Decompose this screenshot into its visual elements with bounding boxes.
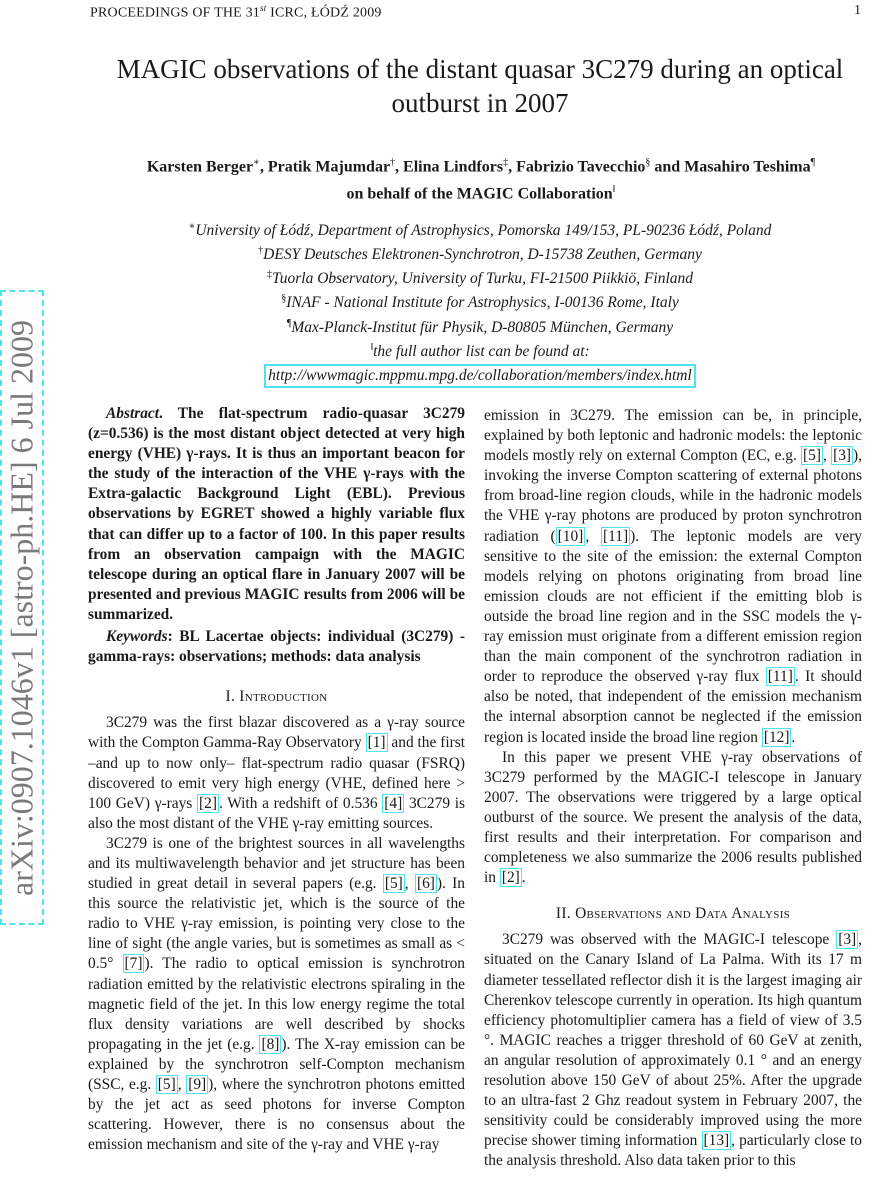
affiliation-item [100,217,860,241]
running-header-venue: ICRC, ŁÓDŹ 2009 [266,5,382,21]
running-header [90,3,382,22]
paragraph-text: and the first –and up to now only– flat-spectrum radio quasar (FSRQ) discovered to emit very high energy (VHE, defined here > 100 GeV) γ-rays [88,734,465,812]
paragraph-text: 3C279 was the first blazar discovered as a γ-ray source with the Compton Gamma-Ray Observatory [88,714,465,752]
affiliation-item [100,338,860,362]
section-number: II. [555,905,571,923]
affiliations [100,217,860,388]
citation-link[interactable]: [5] [384,875,403,893]
paragraph-text: 3C279 was observed with the MAGIC-I telescope [502,931,837,949]
affiliation-text: DESY Deutsches Elektronen-Synchrotron, D-15738 Zeuthen, Germany [263,246,702,264]
author-mark: ∗ [253,157,260,168]
author-separator: , [259,158,268,176]
paragraph-text: ), where the synchrotron photons emitted by the jet act as seed photons for inverse Compton scattering. However, there is no consensus about the emission mechanism and site of the γ-ray and VHE γ-ray [88,1076,465,1154]
affiliation-mark: § [281,293,287,305]
paragraph [88,834,465,1156]
affiliation-text: Tuorla Observatory, University of Turku, FI-21500 Piikkiö, Finland [271,270,694,288]
running-header-text: PROCEEDINGS OF THE 31 [90,5,261,21]
running-header-sup: st [260,3,267,13]
paragraph-text: , [823,447,832,465]
url-line [100,364,860,388]
citation-link[interactable]: [11] [767,668,793,686]
paragraph-text: 3C279 is also the most distant of the VHE γ-ray emitting sources. [88,794,465,832]
paragraph-text: In this paper we present VHE γ-ray observations of 3C279 performed by the MAGIC-I telescope in January 2007. The observations were triggered by a large optical outburst of the source. We present the analysis of the data, first results and their interpretation. For comparison and completeness we also summarize the 2006 results published in [484,748,862,887]
paragraph [88,713,465,834]
section-title: Introduction [239,688,328,706]
author-line [86,151,876,178]
affiliation-mark: ∗ [188,221,196,232]
author-line-collab [86,178,876,205]
keywords-label: Keywords [106,628,168,646]
citation-link[interactable]: [1] [367,734,386,752]
affiliation-mark: ‖ [370,341,374,353]
affiliation-mark: ¶ [286,317,292,329]
affiliation-text: University of Łódź, Department of Astrophysics, Pomorska 149/153, PL-90236 Łódź, Poland [195,222,772,240]
arxiv-stamp-box[interactable] [0,290,44,925]
citation-link[interactable]: [5] [803,447,821,465]
paragraph-text: 3C279 is one of the brightest sources in all wavelengths and its multiwavelength behavior and jet structure has been studied in great detail in several papers (e.g. [88,834,465,893]
paragraph-text: , situated on the Canary Island of La Palma. With its 17 m diameter tessellated reflector dish it is the largest imaging air Cherenkov telescope currently in operation. Its high quantum efficiency photomultiplier camera has a field of view of 3.5 °. MAGIC reaches a trigger threshold of 60 GeV at zenith, an angular resolution of approximately 0.1 ° and an energy resolution above 150 GeV of about 25%. After the upgrade to an ultra-fast 2 Ghz readout system in February 2007, the sensitivity could be considerably improved using the more precise shower timing information [484,931,862,1150]
paragraph-text: . [521,869,526,887]
paragraph-text: , particularly close to the analysis threshold. Also data taken prior to this [484,1132,862,1170]
citation-link[interactable]: [7] [124,955,143,973]
affiliation-text: the full author list can be found at: [373,342,590,360]
paragraph-text: ). In this source the relativistic jet, which is the source of the radio to VHE γ-ray emission, is pointing very close to the line of sight (the angle varies, but is sometimes as small as < 0.5° [88,875,465,973]
right-column [484,406,862,1171]
paragraph-text: . [791,728,796,746]
author-separator: , [508,158,517,176]
affiliation-item [100,265,860,289]
citation-link[interactable]: [2] [501,869,520,887]
author-block [86,151,876,206]
author-mark: § [645,157,651,168]
abstract-text: The flat-spectrum radio-quasar 3C279 (z=0.536) is the most distant object detected at very high energy (VHE) γ-rays. It is thus an important beacon for the study of the interaction of the VHE γ-rays with the Extra-galactic Background Light (EBL). Previous observations by EGRET showed a highly variable flux that can differ up to a factor of 100. In this paper results from an observation campaign with the MAGIC telescope during an optical flare in January 2007 will be presented and previous MAGIC results from 2006 will be summarized. [88,405,465,623]
citation-link[interactable]: [8] [261,1035,280,1053]
author-list-link[interactable]: http://wwwmagic.mppmu.mpg.de/collaboration/members/index.html [264,364,696,388]
keywords-text: BL Lacertae objects: individual (3C279) - gamma-rays: observations; methods: data analysis [88,628,465,666]
affiliation-item [100,289,860,313]
paragraph-text: ). The X-ray emission can be explained by the synchrotron self-Compton mechanism (SSC, e.g. [88,1035,465,1093]
author-name: Elina Lindfors [403,158,504,176]
section-heading-introduction [88,687,465,707]
affiliation-mark: ‡ [266,269,272,281]
affiliation-list [100,217,860,362]
arxiv-stamp: arXiv:0907.1046v1 [astro-ph.HE] 6 Jul 2009 [3,319,40,896]
paragraph [484,748,862,889]
citation-link[interactable]: [2] [199,794,217,812]
citation-link[interactable]: [12] [763,728,790,746]
citation-link[interactable]: [11] [603,527,629,545]
author-name: Pratik Majumdar [267,158,391,176]
page-number: 1 [854,3,861,18]
paragraph-text: , [177,1076,187,1093]
affiliation-text: INAF - National Institute for Astrophysics, I-00136 Rome, Italy [286,294,679,312]
paragraph-text: , [585,527,601,545]
citation-link[interactable]: [13] [703,1132,730,1150]
paragraph-text: ). The radio to optical emission is synchrotron radiation emitted by the relativistic electrons spiraling in the magnetic field of the jet. In this low energy regime the total flux density variations are well described by shocks propagating in the jet (e.g. [88,955,465,1053]
section-title: Observations and Data Analysis [575,905,791,923]
author-mark: ‡ [503,157,509,168]
affiliation-item [100,241,860,265]
paragraph-text: , [404,875,415,893]
citation-link[interactable]: [3] [838,931,857,949]
citation-link[interactable]: [5] [157,1076,176,1093]
author-mark: † [390,157,396,168]
author-separator: and [650,158,685,176]
citation-link[interactable]: [6] [416,875,435,893]
abstract: Abstract. The flat-spectrum radio-quasar 3C279 (z=0.536) is the most distant object detected at very high energy (VHE) γ-rays. It is thus an important beacon for the study of the interaction of the VHE γ-rays with the Extra-galactic Background Light (EBL). Previous observations by EGRET showed a highly variable flux that can differ up to a factor of 100. In this paper results from an observation campaign with the MAGIC telescope during an optical flare in January 2007 will be presented and previous MAGIC results from 2006 will be summarized. [88,405,465,623]
author-mark: ‖ [612,184,616,196]
affiliation-mark: † [258,245,264,257]
citation-link[interactable]: [9] [188,1076,207,1093]
paragraph-text: ), invoking the inverse Compton scattering of external photons from broad-line region clouds, while in the hadronic models the VHE γ-ray photons are produced by proton synchrotron radiation ( [484,447,862,545]
paragraph-text: . With a redshift of 0.536 [218,794,383,812]
paragraph-text: . It should also be noted, that independent of the emission mechanism the internal absorption cannot be neglected if the emission region is located inside the broad line region [484,668,862,746]
affiliation-text: Max-Planck-Institut für Physik, D-80805 München, Germany [291,318,674,336]
citation-link[interactable]: [4] [384,794,403,812]
collaboration-text: on behalf of the MAGIC Collaboration [346,185,613,203]
citation-link[interactable]: [10] [557,527,584,545]
keywords: Keywords: BL Lacertae objects: individual (3C279) - gamma-rays: observations; methods: data analysis [88,628,465,666]
affiliation-item [100,314,860,338]
left-column [88,404,465,1155]
section-number: I. [225,688,236,706]
section-heading-observations [484,904,862,924]
author-name: Fabrizio Tavecchio [516,158,646,176]
author-separator: , [395,158,404,176]
author-name: Masahiro Teshima [684,158,811,176]
paragraph [484,406,862,748]
citation-link[interactable]: [3] [833,447,852,465]
paragraph-text: ). The leptonic models are very sensitive to the site of the emission: the external Compton models relying on photons originating from broad line emission clouds are not efficient if the emitting blob is outside the broad line region and in the SSC models the γ-ray emission must originate from a different emission region than the main component of the synchrotron radiation in order to reproduce the observed γ-ray flux [484,527,862,686]
paragraph [484,930,862,1171]
abstract-label: Abstract [106,405,160,422]
paragraph-text: emission in 3C279. The emission can be, in principle, explained by both leptonic and hadronic models: the leptonic models mostly rely on external Compton (EC, e.g. [484,407,862,465]
paper-title: MAGIC observations of the distant quasar 3C279 during an optical outburst in 2007 [116,54,844,118]
author-name: Karsten Berger [146,158,254,176]
author-mark: ¶ [810,157,816,168]
